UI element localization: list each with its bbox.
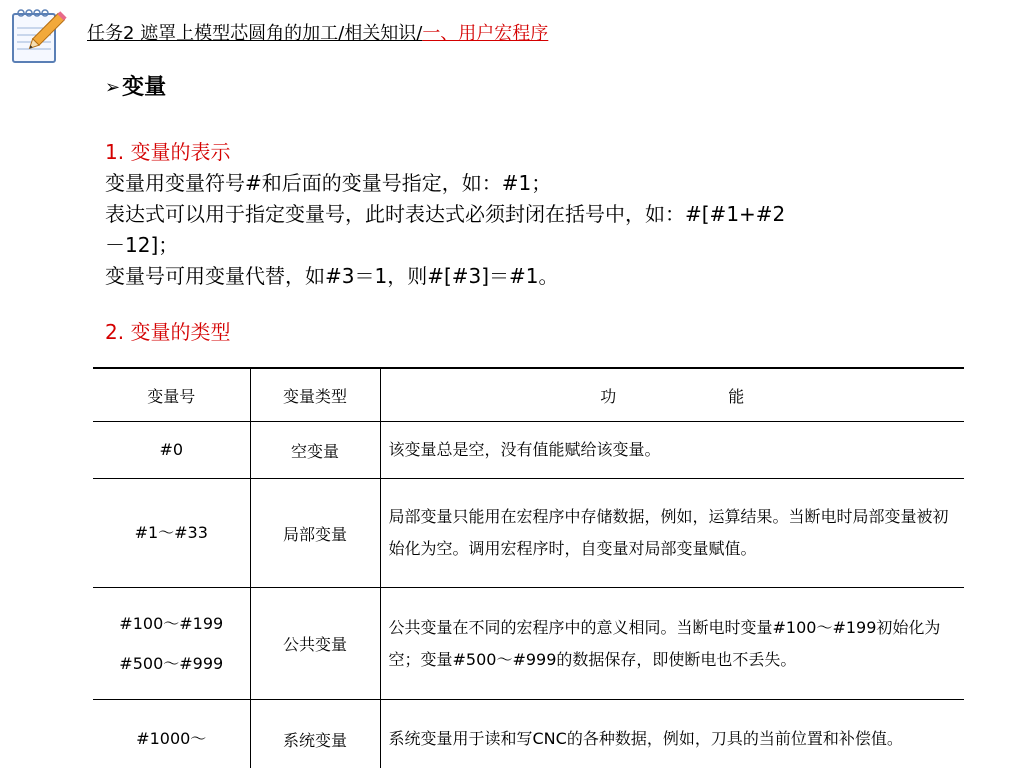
table-header-cell: 功 能: [380, 368, 964, 422]
variable-number-cell: #0: [93, 422, 250, 479]
table-header-cell: 变量类型: [250, 368, 380, 422]
paragraph-line: 变量号可用变量代替，如#3＝1，则#[#3]＝#1。: [105, 264, 559, 288]
variable-function-cell: 公共变量在不同的宏程序中的意义相同。当断电时变量#100～#199初始化为空；变量#500～#999的数据保存，即使断电也不丢失。: [380, 588, 964, 700]
subheading-variable-representation: 1. 变量的表示: [105, 140, 231, 164]
variable-type-cell: 局部变量: [250, 479, 380, 588]
section-title: [105, 72, 166, 104]
subheading-variable-types: 2. 变量的类型: [105, 320, 231, 344]
table-row: [93, 700, 964, 768]
table-header-cell: 变量号: [93, 368, 250, 422]
notepad-pencil-icon: [4, 2, 70, 66]
table-row: [93, 422, 964, 479]
variable-number-cell: #1～#33: [93, 479, 250, 588]
content-body: [105, 137, 955, 348]
variable-function-cell: 系统变量用于读和写CNC的各种数据，例如，刀具的当前位置和补偿值。: [380, 700, 964, 768]
table-row: [93, 479, 964, 588]
variable-type-cell: 系统变量: [250, 700, 380, 768]
variable-function-cell: 局部变量只能用在宏程序中存储数据，例如，运算结果。当断电时局部变量被初始化为空。调用宏程序时，自变量对局部变量赋值。: [380, 479, 964, 588]
breadcrumb: [87, 20, 548, 48]
paragraph-line: －12]；: [105, 233, 179, 257]
variable-type-cell: 空变量: [250, 422, 380, 479]
paragraph-line: 表达式可以用于指定变量号，此时表达式必须封闭在括号中，如：#[#1+#2: [105, 202, 786, 226]
variable-types-table: [93, 367, 964, 768]
breadcrumb-path: 任务2 遮罩上模型芯圆角的加工/相关知识/: [87, 23, 423, 44]
breadcrumb-current: 一、用户宏程序: [422, 23, 549, 44]
arrow-bullet-icon: ➢: [105, 77, 121, 98]
paragraph-line: 变量用变量符号#和后面的变量号指定，如：#1；: [105, 171, 552, 195]
variable-type-cell: 公共变量: [250, 588, 380, 700]
table-header-row: [93, 368, 964, 422]
variable-number-range: #500～#999: [119, 653, 224, 673]
variable-number-range: #100～#199: [119, 613, 224, 633]
table-row: [93, 588, 964, 700]
section-title-text: 变量: [122, 75, 167, 100]
variable-function-cell: 该变量总是空，没有值能赋给该变量。: [380, 422, 964, 479]
variable-number-cell: [93, 588, 250, 700]
variable-number-cell: #1000～: [93, 700, 250, 768]
